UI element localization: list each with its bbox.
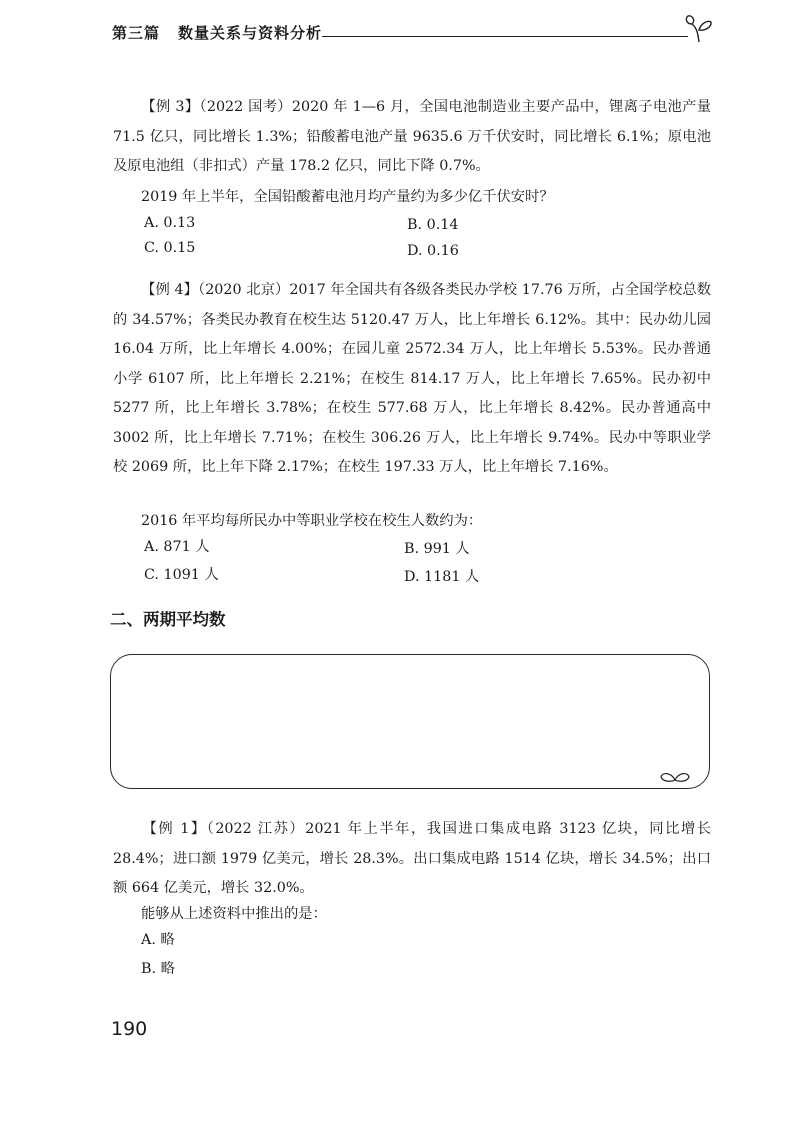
example-4-source: （2020 北京）	[197, 282, 290, 298]
example-4-tag: 【例 4】	[141, 282, 198, 298]
example-1-option-a[interactable]: A. 略	[141, 932, 175, 948]
example-3-option-b[interactable]: B. 0.14	[407, 217, 459, 233]
example-3-option-a[interactable]: A. 0.13	[144, 215, 196, 231]
example-4-question: 2016 年平均每所民办中等职业学校在校生人数约为：	[141, 513, 483, 529]
example-1-option-b[interactable]: B. 略	[141, 961, 175, 977]
example-3-option-c[interactable]: C. 0.15	[144, 240, 196, 256]
header-rule	[322, 36, 688, 37]
page-header	[112, 14, 712, 46]
chapter-title: 数量关系与资料分析	[178, 24, 323, 42]
example-4-option-a[interactable]: A. 871 人	[144, 539, 210, 555]
example-4-text: 2017 年全国共有各级各类民办学校 17.76 万所，占全国学校总数的 34.57%；各类民办教育在校生达 5120.47 万人，比上年增长 6.12%。其中：民办幼儿园 16.04 万所，比上年增长 4.00%；在园儿童 2572.34 万人，比上年增长 5.53%。民办普通小学 6107 所，比上年增长 2.21%；在校生 814.17 万人，比上年增长 7.65%。民办初中 5277 所，比上年增长 3.78%；在校生 577.68 万人，比上年增长 8.42%。民办普通高中 3002 所，比上年增长 7.71%；在校生 306.26 万人，比上年增长 9.74%。民办中等职业学校 2069 所，比上年下降 2.17%；在校生 197.33 万人，比上年增长 7.16%。	[113, 282, 711, 475]
example-1-text: 2021 年上半年，我国进口集成电路 3123 亿块，同比增长 28.4%；进口额 1979 亿美元，增长 28.3%。出口集成电路 1514 亿块，增长 34.5%；出口额 664 亿美元，增长 32.0%。	[113, 821, 712, 896]
example-1-source: （2022 江苏）	[206, 821, 306, 837]
example-3-question: 2019 年上半年，全国铅酸蓄电池月均产量约为多少亿千伏安时？	[141, 189, 554, 205]
example-1-stem	[113, 815, 711, 904]
example-3-stem	[113, 93, 711, 182]
example-3-text: 2020 年 1—6 月，全国电池制造业主要产品中，锂离子电池产量 71.5 亿只，同比增长 1.3%；铅酸蓄电池产量 9635.6 万千伏安时，同比增长 6.1%；原电池及原电池组（非扣式）产量 178.2 亿只，同比下降 0.7%。	[113, 99, 711, 174]
page-number: 190	[111, 1018, 148, 1040]
example-1-question: 能够从上述资料中推出的是：	[141, 906, 327, 922]
part-label: 第三篇	[112, 24, 161, 42]
example-4-stem	[113, 276, 711, 483]
leaf-icon	[659, 770, 691, 784]
note-box	[110, 654, 710, 789]
example-4-option-b[interactable]: B. 991 人	[404, 541, 470, 557]
example-4-option-d[interactable]: D. 1181 人	[404, 569, 480, 585]
example-3-source: （2022 国考）	[199, 99, 292, 115]
section-heading: 二、两期平均数	[110, 610, 226, 629]
example-3-tag: 【例 3】	[141, 99, 200, 115]
example-4-option-c[interactable]: C. 1091 人	[144, 567, 219, 583]
example-3-option-d[interactable]: D. 0.16	[407, 243, 459, 259]
example-1-tag: 【例 1】	[141, 821, 207, 837]
sprout-icon	[684, 14, 714, 44]
